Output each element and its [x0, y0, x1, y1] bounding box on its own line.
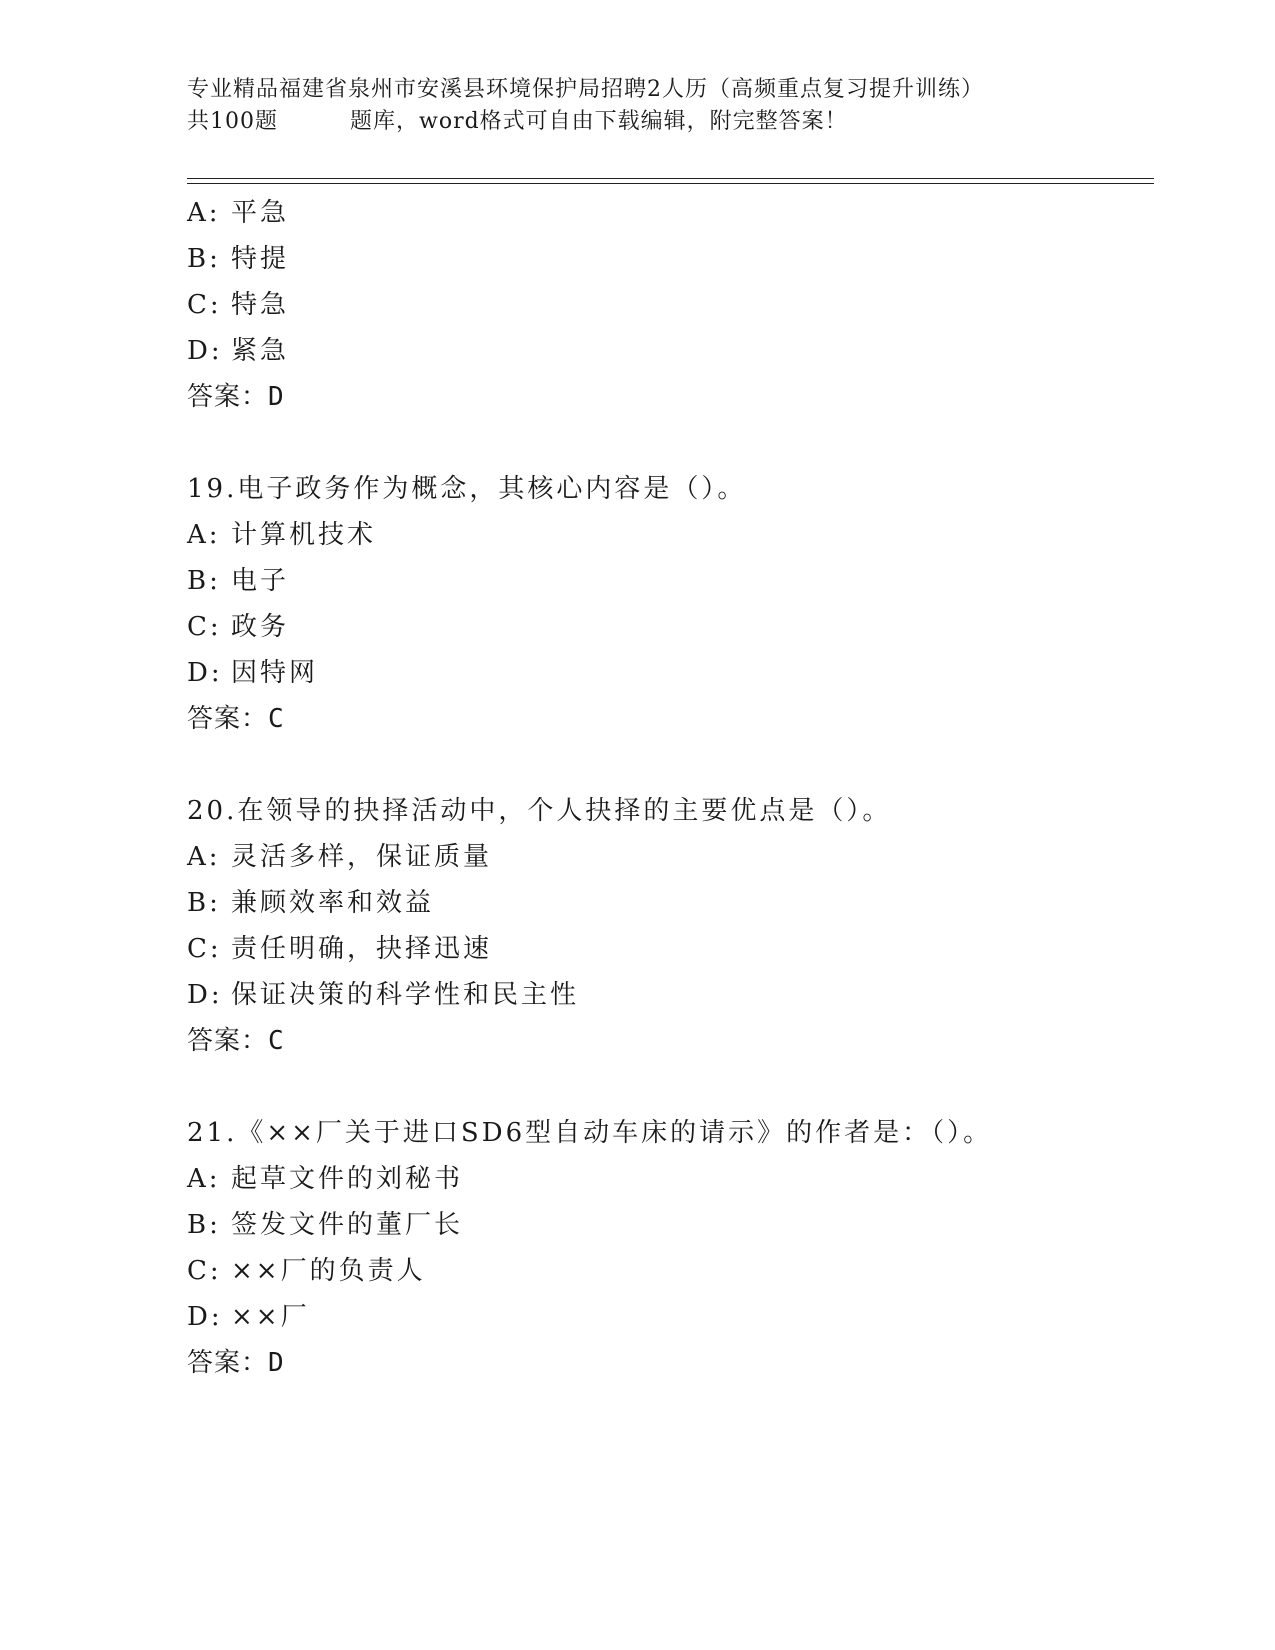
- option-c: [187, 1248, 1147, 1294]
- question-21: [187, 1110, 1147, 1386]
- option-text: 兼顾效率和效益: [231, 888, 435, 918]
- option-text: ××厂: [231, 1302, 310, 1332]
- question-19: [187, 466, 1147, 742]
- option-c: [187, 926, 1147, 972]
- option-d: [187, 1294, 1147, 1340]
- option-text: 灵活多样，保证质量: [231, 842, 493, 872]
- header-question-count: 共100题: [187, 109, 278, 134]
- header-subtitle: [187, 106, 1147, 138]
- answer: 答案：C: [187, 704, 285, 734]
- question-18-continued: [187, 190, 1147, 420]
- option-d: [187, 328, 1147, 374]
- option-letter: D:: [187, 658, 223, 688]
- option-letter: C:: [187, 934, 222, 964]
- option-letter: B:: [187, 1210, 221, 1240]
- header-divider-bottom: [187, 183, 1154, 184]
- document-header: [187, 74, 1147, 138]
- option-text: 政务: [231, 612, 290, 642]
- option-text: 电子: [231, 566, 290, 596]
- option-b: [187, 236, 1147, 282]
- option-letter: B:: [187, 244, 221, 274]
- question-stem: 21.《××厂关于进口SD6型自动车床的请示》的作者是：（）。: [187, 1118, 993, 1148]
- option-text: 起草文件的刘秘书: [231, 1164, 464, 1194]
- option-c: [187, 604, 1147, 650]
- option-letter: A:: [187, 198, 221, 228]
- option-text: 紧急: [231, 336, 290, 366]
- header-description: 题库，word格式可自由下载编辑，附完整答案！: [350, 109, 848, 134]
- option-a: [187, 512, 1147, 558]
- option-letter: C:: [187, 612, 222, 642]
- header-divider-top: [187, 178, 1154, 179]
- option-letter: C:: [187, 290, 222, 320]
- answer: 答案：D: [187, 382, 285, 412]
- option-text: 签发文件的董厂长: [231, 1210, 464, 1240]
- option-a: [187, 190, 1147, 236]
- option-letter: D:: [187, 336, 223, 366]
- question-list: [187, 190, 1147, 1386]
- option-letter: D:: [187, 980, 223, 1010]
- option-d: [187, 972, 1147, 1018]
- option-letter: B:: [187, 566, 221, 596]
- option-b: [187, 1202, 1147, 1248]
- option-a: [187, 1156, 1147, 1202]
- option-d: [187, 650, 1147, 696]
- question-20: [187, 788, 1147, 1064]
- option-text: 计算机技术: [231, 520, 377, 550]
- option-letter: B:: [187, 888, 221, 918]
- option-letter: C:: [187, 1256, 222, 1286]
- question-stem: 19.电子政务作为概念，其核心内容是（）。: [187, 474, 747, 504]
- option-text: 特提: [231, 244, 290, 274]
- option-a: [187, 834, 1147, 880]
- option-b: [187, 880, 1147, 926]
- option-text: 平急: [231, 198, 290, 228]
- answer: 答案：C: [187, 1026, 285, 1056]
- option-text: 责任明确，抉择迅速: [231, 934, 493, 964]
- question-stem: 20.在领导的抉择活动中，个人抉择的主要优点是（）。: [187, 796, 892, 826]
- option-b: [187, 558, 1147, 604]
- option-letter: A:: [187, 520, 221, 550]
- option-text: 特急: [231, 290, 290, 320]
- option-letter: D:: [187, 1302, 223, 1332]
- option-letter: A:: [187, 842, 221, 872]
- answer: 答案：D: [187, 1348, 285, 1378]
- option-letter: A:: [187, 1164, 221, 1194]
- header-title: 专业精品福建省泉州市安溪县环境保护局招聘2人历（高频重点复习提升训练）: [187, 77, 984, 102]
- option-text: 保证决策的科学性和民主性: [231, 980, 580, 1010]
- option-text: ××厂的负责人: [231, 1256, 426, 1286]
- option-text: 因特网: [231, 658, 319, 688]
- option-c: [187, 282, 1147, 328]
